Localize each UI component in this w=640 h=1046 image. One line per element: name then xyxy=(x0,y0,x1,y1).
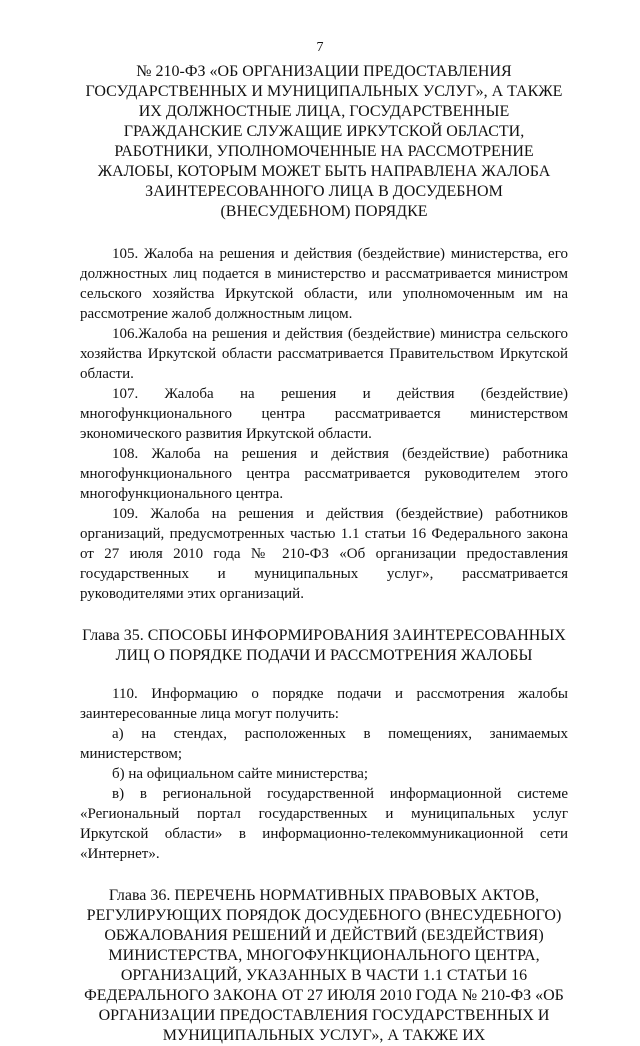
section-heading-continued: № 210-ФЗ «ОБ ОРГАНИЗАЦИИ ПРЕДОСТАВЛЕНИЯ ГОСУДАРСТВЕННЫХ И МУНИЦИПАЛЬНЫХ УСЛУГ», А ТАКЖЕ ИХ ДОЛЖНОСТНЫЕ ЛИЦА, ГОСУДАРСТВЕННЫЕ ГРАЖДАНСКИЕ СЛУЖАЩИЕ ИРКУТСКОЙ ОБЛАСТИ, РАБОТНИКИ, УПОЛНОМОЧЕННЫЕ НА РАССМОТРЕНИЕ ЖАЛОБЫ, КОТОРЫМ МОЖЕТ БЫТЬ НАПРАВЛЕНА ЖАЛОБА ЗАИНТЕРЕСОВАННОГО ЛИЦА В ДОСУДЕБНОМ (ВНЕСУДЕБНОМ) ПОРЯДКЕ xyxy=(85,63,563,220)
list-item-c: в) в региональной государственной информационной системе «Региональный портал государственных и муниципальных услуг Иркутской области» в информационно-телекоммуникационной сети «Интернет». xyxy=(80,786,568,862)
paragraph-107: 107. Жалоба на решения и действия (бездействие) многофункционального центра рассматривается министерством экономического развития Иркутской области. xyxy=(80,386,568,442)
paragraph-108: 108. Жалоба на решения и действия (бездействие) работника многофункционального центра рассматривается руководителем этого многофункционального центра. xyxy=(80,446,568,502)
page-number: 7 xyxy=(316,40,324,55)
list-item-a: а) на стендах, расположенных в помещениях, занимаемых министерством; xyxy=(80,726,568,762)
list-item-b: б) на официальном сайте министерства; xyxy=(112,766,369,782)
paragraph-110: 110. Информацию о порядке подачи и рассмотрения жалобы заинтересованные лица могут получить: xyxy=(80,686,568,722)
chapter-36-heading: Глава 36. ПЕРЕЧЕНЬ НОРМАТИВНЫХ ПРАВОВЫХ АКТОВ, РЕГУЛИРУЮЩИХ ПОРЯДОК ДОСУДЕБНОГО (ВНЕСУДЕБНОГО) ОБЖАЛОВАНИЯ РЕШЕНИЙ И ДЕЙСТВИЙ (БЕЗДЕЙСТВИЯ) МИНИСТЕРСТВА, МНОГОФУНКЦИОНАЛЬНОГО ЦЕНТРА, ОРГАНИЗАЦИЙ, УКАЗАННЫХ В ЧАСТИ 1.1 СТАТЬИ 16 ФЕДЕРАЛЬНОГО ЗАКОНА ОТ 27 ИЮЛЯ 2010 ГОДА № 210-ФЗ «ОБ ОРГАНИЗАЦИИ ПРЕДОСТАВЛЕНИЯ ГОСУДАРСТВЕННЫХ И МУНИЦИПАЛЬНЫХ УСЛУГ», А ТАКЖЕ ИХ xyxy=(84,887,564,1044)
paragraph-105: 105. Жалоба на решения и действия (бездействие) министерства, его должностных лиц подается в министерство и рассматривается министром сельского хозяйства Иркутской области, или уполномоченным им на рассмотрение жалоб должностным лицом. xyxy=(80,246,568,322)
chapter-35-heading: Глава 35. СПОСОБЫ ИНФОРМИРОВАНИЯ ЗАИНТЕРЕСОВАННЫХ ЛИЦ О ПОРЯДКЕ ПОДАЧИ И РАССМОТРЕНИЯ ЖАЛОБЫ xyxy=(82,627,566,664)
paragraph-106: 106.Жалоба на решения и действия (бездействие) министра сельского хозяйства Иркутской области рассматривается Правительством Иркутской области. xyxy=(80,326,568,382)
paragraph-109: 109. Жалоба на решения и действия (бездействие) работников организаций, предусмотренных частью 1.1 статьи 16 Федерального закона от 27 июля 2010 года № 210-ФЗ «Об организации предоставления государственных и муниципальных услуг», рассматривается руководителями этих организаций. xyxy=(80,506,568,602)
paragraph-group-105-109 xyxy=(80,244,568,604)
